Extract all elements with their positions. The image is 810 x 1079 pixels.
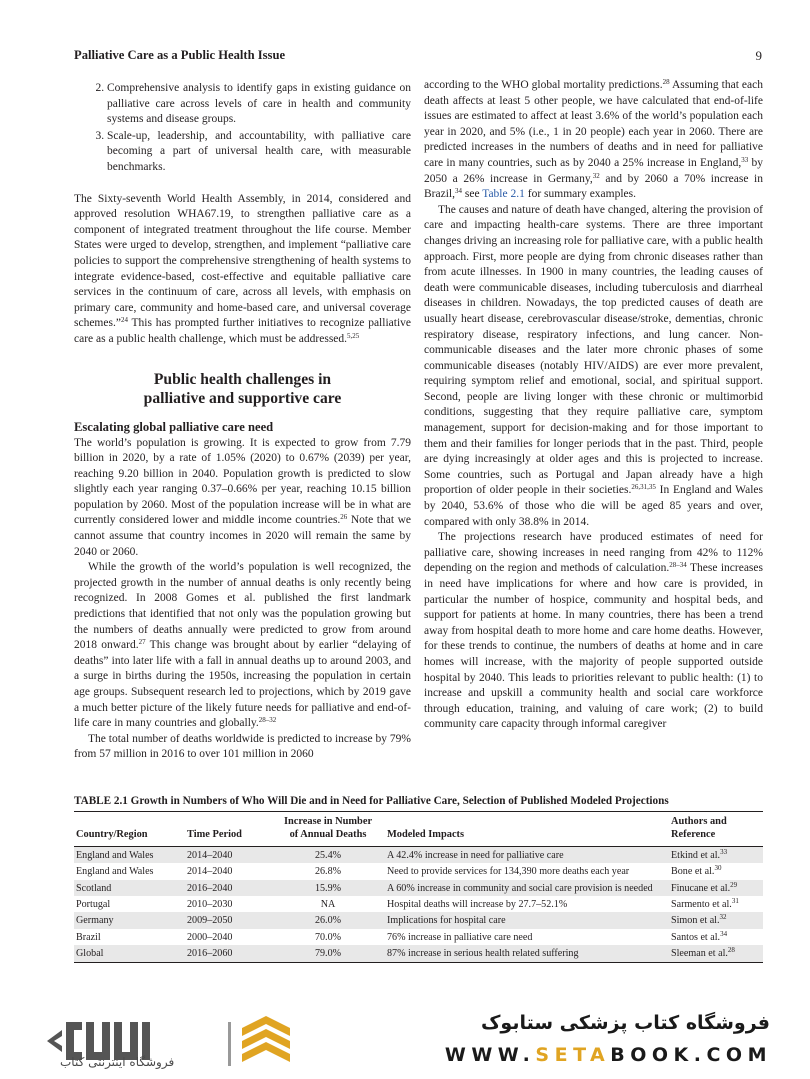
list-item: 3. Scale-up, leadership, and accountability, with palliative care becoming a part of universal health care, with measurable benchmarks. bbox=[107, 129, 411, 176]
citation: 27 bbox=[138, 638, 146, 647]
paragraph-wha: The Sixty-seventh World Health Assembly, in 2014, considered and approved resolution WHA67.19, to strengthen palliative care as a component of integrated treatment throughout the life course. Member States were urged to develop, strengthen, and implement “palliative care policies to support the comprehensive strengthening of health systems to integrate evidence-based, cost-effective and equitable palliative care services in the continuum of care, across all levels, with emphasis on primary care, community and home-based care, and universal coverage schemes.”$^{24}$ This has prompted further initiatives to recognize palliative care as a public health challenge, which must be addressed.$^{5,25}$ bbox=[74, 192, 411, 345]
shop-name: فروشگاه کتاب پزشکی ستابوک bbox=[480, 1012, 770, 1034]
cell-period: 2014–2040 bbox=[187, 849, 233, 861]
cell-country: Portugal bbox=[76, 899, 111, 911]
cell-increase: 15.9% bbox=[314, 882, 342, 894]
col-header-country: Country/Region bbox=[76, 829, 148, 841]
cell-increase: 70.0% bbox=[314, 931, 342, 943]
paragraph-causes: The causes and nature of death have changed, altering the provision of care and impacting health-care systems. There are three important changes driving an increasing role for palliative care, with a public health approach. First, more people are dying from chronic diseases rather than from acute illnesses. In 1900 in many countries, the leading causes of death were communicable diseases, including tuberculosis and diarrheal diseases in children. Nowadays, the top predicted causes of death are usually heart disease, cerebrovascular disease/stroke, dementias, chronic respiratory disease, respiratory infections, and lung cancer. Non-communicable diseases and the later more chronic phases of some communicable diseases (notably HIV/AIDS) are ever more prevalent, requiring symptom relief and emotional, social, and spiritual support. Second, people are living longer with these chronic or multimorbid conditions, suggesting that they require palliative care, symptom management, support for decision-making and for those important to them and their families for longer periods that in the past. Third, people are dying increasingly at older ages and this is projected to increase. Some countries, such as Portugal and Japan already have a high proportion of older people in their societies.$^{26,31,35}$ In England and Wales by 2040, 53.6% of those who die will be aged 85 years and over, compared with only 38.8% in 2014. bbox=[424, 203, 763, 528]
right-column bbox=[424, 78, 763, 733]
cell-country: England and Wales bbox=[76, 866, 154, 878]
cell-impact: Hospital deaths will increase by 27.7–52.1% bbox=[387, 899, 568, 911]
cell-author: Finucane et al.$^{29}$ bbox=[671, 880, 738, 894]
running-header bbox=[74, 48, 766, 66]
cell-impact: Need to provide services for 134,390 more deaths each year bbox=[387, 866, 630, 878]
shop-url[interactable]: WWW.SETABOOK.COM bbox=[444, 1044, 772, 1066]
table-row bbox=[74, 896, 763, 912]
cell-increase: 25.4% bbox=[314, 849, 342, 861]
cell-increase: 26.8% bbox=[314, 866, 342, 878]
cell-increase: 26.0% bbox=[314, 915, 342, 927]
cell-author: Etkind et al.$^{33}$ bbox=[671, 847, 728, 861]
cell-impact: A 42.4% increase in need for palliative care bbox=[387, 849, 564, 861]
cell-impact: A 60% increase in community and social care provision is needed bbox=[387, 882, 653, 894]
cell-period: 2014–2040 bbox=[187, 866, 233, 878]
projections-table bbox=[74, 812, 763, 963]
section-heading: Public health challenges in palliative and supportive care bbox=[143, 370, 342, 407]
cell-increase: 79.0% bbox=[314, 948, 342, 960]
table-row bbox=[74, 912, 763, 928]
logo-tagline: فروشگاه اینترنتی کتاب bbox=[60, 1055, 175, 1069]
paragraph-total-deaths: The total number of deaths worldwide is predicted to increase by 79% from 57 million in 2016 to over 101 million in 2060 bbox=[74, 732, 411, 761]
table-row bbox=[74, 846, 763, 863]
table-row bbox=[74, 945, 763, 962]
list-item: 2. Comprehensive analysis to identify gaps in existing guidance on palliative care across levels of care in health and community systems and disease groups. bbox=[107, 81, 411, 128]
cell-country: England and Wales bbox=[76, 849, 154, 861]
watermark-banner bbox=[0, 1000, 810, 1079]
cell-period: 2016–2040 bbox=[187, 882, 233, 894]
table-row bbox=[74, 863, 763, 879]
cell-author: Bone et al.$^{30}$ bbox=[671, 864, 722, 878]
paragraph-population: The world’s population is growing. It is expected to grow from 7.79 billion in 2020, by a rate of 1.05% (2020) to 0.67% (2039) per year, reaching 9.20 billion in 2040. Population growth is predicted to slow slightly each year ranging 0.37–0.66% per year, reaching 10.15 billion population by 2060. Most of the population increase will be in what are currently considered lower and middle income countries.$^{26}$ Note that we cannot assume that country incomes in 2020 will remain the same by 2040 or 2060. bbox=[74, 436, 411, 558]
col-header-increase: Increase in Number of Annual Deaths bbox=[283, 816, 373, 841]
table-link[interactable]: Table 2.1 bbox=[482, 188, 525, 201]
cell-impact: Implications for hospital care bbox=[387, 915, 506, 927]
cell-author: Sarmento et al.$^{31}$ bbox=[671, 897, 739, 911]
cell-country: Brazil bbox=[76, 931, 101, 943]
citation: 24 bbox=[120, 316, 128, 325]
cell-period: 2016–2060 bbox=[187, 948, 233, 960]
cell-increase: NA bbox=[320, 899, 336, 911]
cell-country: Scotland bbox=[76, 882, 112, 894]
citation: 28–32 bbox=[258, 716, 277, 725]
cell-country: Germany bbox=[76, 915, 114, 927]
table-caption: TABLE 2.1 Growth in Numbers of Who Will Die and in Need for Palliative Care, Selection of Published Modeled Projections bbox=[74, 795, 763, 812]
table-header-row bbox=[74, 812, 763, 846]
table-2-1 bbox=[74, 795, 763, 963]
col-header-period: Time Period bbox=[187, 829, 242, 841]
running-title: Palliative Care as a Public Health Issue bbox=[74, 48, 286, 62]
col-header-impacts: Modeled Impacts bbox=[387, 829, 465, 841]
cell-country: Global bbox=[76, 948, 104, 960]
page-number: 9 bbox=[755, 48, 762, 63]
table-row bbox=[74, 880, 763, 896]
recommendation-list bbox=[74, 81, 411, 176]
left-column bbox=[74, 78, 411, 763]
subheading: Escalating global palliative care need bbox=[74, 419, 274, 434]
citation: 5,25 bbox=[347, 331, 360, 340]
cell-impact: 76% increase in palliative care need bbox=[387, 931, 533, 943]
col-header-authors: Authors and Reference bbox=[671, 816, 727, 841]
cell-period: 2000–2040 bbox=[187, 931, 233, 943]
cell-author: Sleeman et al.$^{28}$ bbox=[671, 946, 735, 960]
cell-author: Simon et al.$^{32}$ bbox=[671, 913, 727, 927]
paragraph-deaths-growth: While the growth of the world’s population is well recognized, the projected growth in the number of annual deaths is only recently being recognized. In 2008 Gomes et al. published the first landmark predictions that identified that not only was the population growing but the numbers of deaths annually were predicted to grow from around 2018 onward.$^{27}$ This change was brought about by earlier “delaying of deaths” into later life with a fall in annual deaths up to around 2003, and a surge in births during the 1950s, increasing the population in certain age groups. Subsequent research led to projections, which by 2019 gave a much better picture of the likely future needs for palliative and end-of-life care in many countries and globally.$^{28-32}$ bbox=[74, 561, 411, 730]
cell-period: 2009–2050 bbox=[187, 915, 233, 927]
table-row bbox=[74, 929, 763, 945]
citation: 26 bbox=[340, 513, 348, 522]
cell-impact: 87% increase in serious health related suffering bbox=[387, 948, 579, 960]
paragraph-projections: The projections research have produced estimates of need for palliative care, showing increases in need ranging from 42% to 112% depending on the region and methods of calculation.$^{28-34}$ These increases in need have implications for where and how care is provided, in particular the number of hospice, community and hospital beds, and support for patients at home. In many countries, there has been a trend away from hospital death to more home and care home deaths. However, for these trends to continue, the numbers of deaths at home and in care homes will increase, with the majority of people supported outside hospital by 2040. This leads to priorities relevant to public health: (1) to increase and upskill a community health and social care workforce through education, training, and valuing of care work; (2) to build community care capacity through informal caregiver bbox=[424, 531, 763, 731]
cell-period: 2010–2030 bbox=[187, 899, 233, 911]
cell-author: Santos et al.$^{34}$ bbox=[671, 929, 728, 943]
paragraph-predictions: according to the WHO global mortality predictions.$^{28}$ Assuming that each death affects at least 5 other people, we have calculated that end-of-life issues are estimated to affect at least 3.6% of the world’s population each year in 2020, and 5% (i.e., 1 in 20 people) each year in 2060. There are predicted increases in the numbers of deaths and in need for palliative care in many countries, such as by 2040 a 25% increase in England,$^{33}$ by 2050 a 26% increase in Germany,$^{32}$ and by 2060 a 70% increase in Brazil,$^{34}$ see Table 2.1 for summary examples. bbox=[424, 78, 764, 201]
